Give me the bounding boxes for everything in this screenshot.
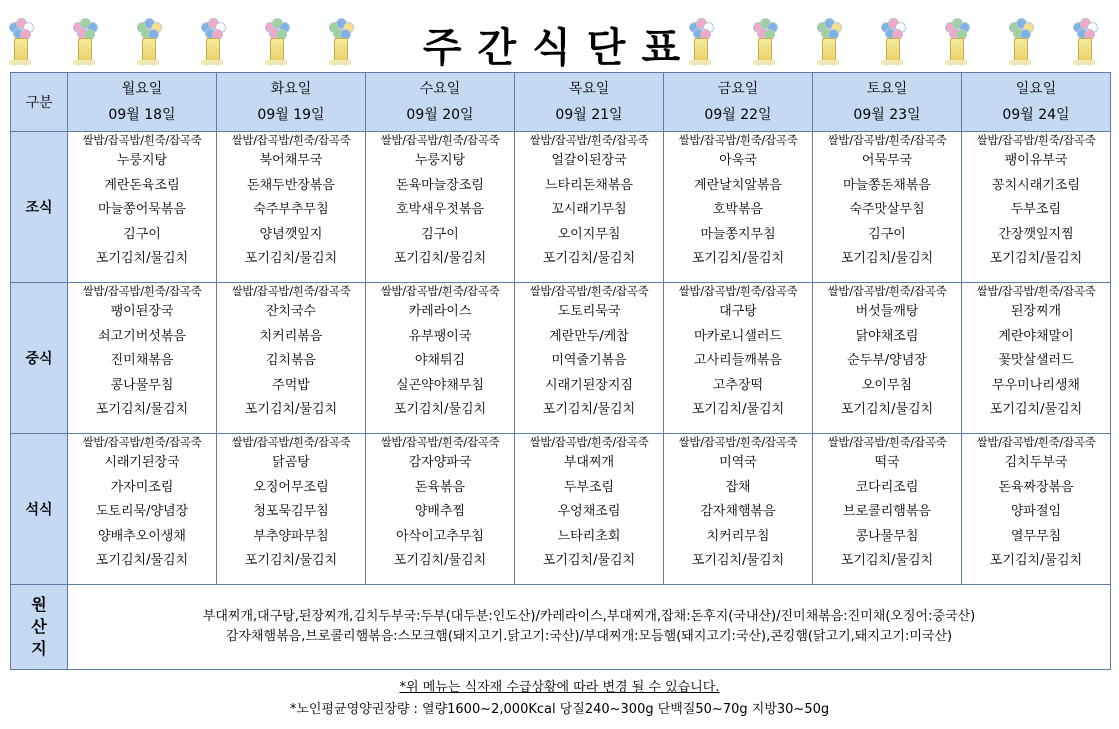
menu-item: 닭곰탕 xyxy=(272,455,310,470)
menu-cell xyxy=(813,132,962,283)
staple-line: 쌀밥/잡곡밥/흰죽/잡곡죽 xyxy=(976,284,1096,298)
menu-item: 미역줄기볶음 xyxy=(551,353,627,369)
day-header-row xyxy=(11,73,1111,132)
weekday-label: 일요일 xyxy=(1015,81,1057,97)
origin-label-char: 지 xyxy=(31,639,47,658)
menu-item: 주먹밥 xyxy=(272,377,310,393)
menu-cell xyxy=(217,132,366,283)
menu-item: 콩나물무침 xyxy=(855,528,919,544)
menu-item: 된장찌개 xyxy=(1010,304,1062,319)
staple-line: 쌀밥/잡곡밥/흰죽/잡곡죽 xyxy=(529,435,649,449)
menu-item: 호박새우젓볶음 xyxy=(396,202,484,218)
day-header-6 xyxy=(813,73,962,132)
menu-item: 마카로니샐러드 xyxy=(694,328,782,344)
menu-item: 김치볶음 xyxy=(265,353,317,369)
origin-label-char: 원 xyxy=(31,595,47,614)
weekday-label: 금요일 xyxy=(717,81,759,97)
menu-cell xyxy=(366,132,515,283)
staple-line: 쌀밥/잡곡밥/흰죽/잡곡죽 xyxy=(82,435,202,449)
menu-item: 김구이 xyxy=(421,226,459,242)
menu-item: 포기김치/물김치 xyxy=(542,553,636,569)
menu-item: 꼬시래기무침 xyxy=(551,202,627,218)
staple-line: 쌀밥/잡곡밥/흰죽/잡곡죽 xyxy=(380,133,500,147)
menu-item: 양념깻잎지 xyxy=(259,226,323,242)
menu-item: 오이무침 xyxy=(861,377,913,393)
menu-item: 포기김치/물김치 xyxy=(691,553,785,569)
staple-line: 쌀밥/잡곡밥/흰죽/잡곡죽 xyxy=(380,284,500,298)
menu-item: 대구탕 xyxy=(719,304,757,319)
menu-item: 열무무침 xyxy=(1010,528,1062,544)
menu-item: 브로콜리햄볶음 xyxy=(843,504,931,520)
menu-item: 부추양파무침 xyxy=(253,528,329,544)
day-header-3 xyxy=(366,73,515,132)
date-label: 09월 20일 xyxy=(406,107,474,123)
menu-item: 마늘쫑돈채볶음 xyxy=(843,177,931,193)
menu-item: 양배추오이생채 xyxy=(98,528,186,544)
menu-cell xyxy=(366,434,515,585)
menu-item: 순두부/양념장 xyxy=(847,353,927,369)
menu-item: 부대찌개 xyxy=(563,455,615,470)
menu-item: 양배추찜 xyxy=(414,504,466,520)
menu-item: 포기김치/물김치 xyxy=(691,251,785,267)
menu-item: 북어채무국 xyxy=(259,153,323,168)
menu-item: 포기김치/물김치 xyxy=(95,251,189,267)
menu-item: 마늘쫑어묵볶음 xyxy=(98,202,186,218)
menu-item: 오이지무침 xyxy=(557,226,621,242)
menu-cell xyxy=(962,283,1111,434)
menu-cell xyxy=(366,283,515,434)
menu-item: 김치두부국 xyxy=(1004,455,1068,470)
staple-line: 쌀밥/잡곡밥/흰죽/잡곡죽 xyxy=(827,435,947,449)
origin-text xyxy=(68,585,1111,670)
menu-cell xyxy=(515,283,664,434)
menu-item: 감자채햄볶음 xyxy=(700,504,776,520)
day-header-1 xyxy=(68,73,217,132)
staple-line: 쌀밥/잡곡밥/흰죽/잡곡죽 xyxy=(231,284,351,298)
menu-item: 잔치국수 xyxy=(265,304,317,319)
weekday-label: 토요일 xyxy=(866,81,908,97)
staple-line: 쌀밥/잡곡밥/흰죽/잡곡죽 xyxy=(827,284,947,298)
weekly-menu-table xyxy=(10,72,1111,670)
menu-cell xyxy=(664,283,813,434)
menu-item: 느타리초회 xyxy=(557,528,621,544)
page-title: 주간식단표 xyxy=(422,25,697,71)
menu-item: 팽이된장국 xyxy=(110,304,174,319)
staple-line: 쌀밥/잡곡밥/흰죽/잡곡죽 xyxy=(529,133,649,147)
staple-line: 쌀밥/잡곡밥/흰죽/잡곡죽 xyxy=(976,435,1096,449)
staple-line: 쌀밥/잡곡밥/흰죽/잡곡죽 xyxy=(529,284,649,298)
staple-line: 쌀밥/잡곡밥/흰죽/잡곡죽 xyxy=(380,435,500,449)
staple-line: 쌀밥/잡곡밥/흰죽/잡곡죽 xyxy=(82,133,202,147)
menu-cell xyxy=(813,434,962,585)
menu-item: 무우미나리생채 xyxy=(992,377,1080,393)
menu-item: 계란야채말이 xyxy=(998,328,1074,344)
header xyxy=(0,0,1119,72)
meal-label: 중식 xyxy=(11,283,68,434)
corner-label: 구분 xyxy=(11,73,68,132)
meal-label: 조식 xyxy=(11,132,68,283)
weekday-label: 화요일 xyxy=(270,81,312,97)
menu-item: 포기김치/물김치 xyxy=(244,251,338,267)
menu-item: 도토리묵국 xyxy=(557,304,621,319)
staple-line: 쌀밥/잡곡밥/흰죽/잡곡죽 xyxy=(976,133,1096,147)
menu-item: 가자미조림 xyxy=(110,479,174,495)
menu-item: 돈육짜장볶음 xyxy=(998,479,1074,495)
menu-item: 숙주부추무침 xyxy=(253,202,329,218)
menu-item: 마늘쫑지무침 xyxy=(700,226,776,242)
menu-item: 닭야채조림 xyxy=(855,328,919,344)
staple-line: 쌀밥/잡곡밥/흰죽/잡곡죽 xyxy=(678,133,798,147)
staple-line: 쌀밥/잡곡밥/흰죽/잡곡죽 xyxy=(678,284,798,298)
menu-item: 누룽지탕 xyxy=(116,153,168,168)
menu-item: 포기김치/물김치 xyxy=(542,251,636,267)
menu-item: 고사리들깨볶음 xyxy=(694,353,782,369)
menu-cell xyxy=(962,132,1111,283)
menu-item: 아욱국 xyxy=(719,153,757,168)
menu-item: 계란돈육조림 xyxy=(104,177,180,193)
menu-item: 오징어무조림 xyxy=(253,479,329,495)
menu-cell xyxy=(68,283,217,434)
date-label: 09월 21일 xyxy=(555,107,623,123)
menu-item: 도토리묵/양념장 xyxy=(95,504,189,520)
menu-item: 포기김치/물김치 xyxy=(393,251,487,267)
origin-label-char: 산 xyxy=(31,617,47,636)
staple-line: 쌀밥/잡곡밥/흰죽/잡곡죽 xyxy=(231,435,351,449)
menu-item: 버섯들깨탕 xyxy=(855,304,919,319)
origin-line-1: 부대찌개,대구탕,된장찌개,김치두부국:두부(대두분:인도산)/카레라이스,부대찌개,잡채:돈후지(국내산)/진미채볶음:진미채(오징어:중국산) xyxy=(202,609,976,624)
weekday-label: 수요일 xyxy=(419,81,461,97)
meal-row xyxy=(11,132,1111,283)
menu-item: 포기김치/물김치 xyxy=(393,402,487,418)
menu-item: 간장깻잎지찜 xyxy=(998,226,1074,242)
origin-label-cell xyxy=(11,585,68,670)
meal-rows xyxy=(11,132,1111,585)
staple-line: 쌀밥/잡곡밥/흰죽/잡곡죽 xyxy=(82,284,202,298)
menu-item: 포기김치/물김치 xyxy=(95,553,189,569)
weekday-label: 월요일 xyxy=(121,81,163,97)
menu-item: 포기김치/물김치 xyxy=(244,402,338,418)
menu-item: 잡채 xyxy=(725,479,751,495)
menu-item: 고추장떡 xyxy=(712,377,764,393)
staple-line: 쌀밥/잡곡밥/흰죽/잡곡죽 xyxy=(678,435,798,449)
menu-item: 돈채두반장볶음 xyxy=(247,177,335,193)
change-notice: *위 메뉴는 식자재 수급상황에 따라 변경 될 수 있습니다. xyxy=(399,680,720,695)
menu-item: 야채튀김 xyxy=(414,353,466,369)
menu-item: 두부조림 xyxy=(1010,202,1062,218)
menu-item: 시래기된장국 xyxy=(104,455,180,470)
menu-item: 시래기된장지짐 xyxy=(545,377,633,393)
menu-item: 카레라이스 xyxy=(408,304,472,319)
menu-cell xyxy=(962,434,1111,585)
menu-cell xyxy=(217,434,366,585)
menu-item: 포기김치/물김치 xyxy=(691,402,785,418)
menu-item: 돈육볶음 xyxy=(414,479,466,495)
weekday-label: 목요일 xyxy=(568,81,610,97)
origin-row xyxy=(11,585,1111,670)
menu-item: 아삭이고추무침 xyxy=(396,528,484,544)
date-label: 09월 19일 xyxy=(257,107,325,123)
menu-item: 콩나물무침 xyxy=(110,377,174,393)
menu-item: 포기김치/물김치 xyxy=(989,553,1083,569)
menu-item: 계란만두/케찹 xyxy=(549,328,629,344)
menu-cell xyxy=(68,434,217,585)
menu-item: 김구이 xyxy=(123,226,161,242)
menu-item: 유부팽이국 xyxy=(408,328,472,344)
menu-cell xyxy=(68,132,217,283)
menu-cell xyxy=(664,434,813,585)
menu-item: 포기김치/물김치 xyxy=(542,402,636,418)
menu-item: 어묵무국 xyxy=(861,153,913,168)
menu-item: 미역국 xyxy=(719,455,757,470)
menu-item: 청포묵김무침 xyxy=(253,504,329,520)
menu-item: 얼갈이된장국 xyxy=(551,153,627,168)
day-header-7 xyxy=(962,73,1111,132)
staple-line: 쌀밥/잡곡밥/흰죽/잡곡죽 xyxy=(231,133,351,147)
menu-item: 숙주맛살무침 xyxy=(849,202,925,218)
menu-item: 치커리볶음 xyxy=(259,328,323,344)
meal-label: 석식 xyxy=(11,434,68,585)
menu-item: 포기김치/물김치 xyxy=(840,402,934,418)
menu-item: 떡국 xyxy=(874,455,900,470)
menu-item: 포기김치/물김치 xyxy=(989,251,1083,267)
menu-cell xyxy=(813,283,962,434)
day-header-4 xyxy=(515,73,664,132)
menu-item: 포기김치/물김치 xyxy=(393,553,487,569)
menu-item: 치커리무침 xyxy=(706,528,770,544)
menu-item: 포기김치/물김치 xyxy=(840,553,934,569)
menu-item: 코다리조림 xyxy=(855,479,919,495)
menu-cell xyxy=(664,132,813,283)
date-label: 09월 22일 xyxy=(704,107,772,123)
menu-item: 팽이유부국 xyxy=(1004,153,1068,168)
menu-item: 우엉채조림 xyxy=(557,504,621,520)
menu-cell xyxy=(515,132,664,283)
menu-item: 돈육마늘장조림 xyxy=(396,177,484,193)
menu-item: 두부조림 xyxy=(563,479,615,495)
menu-item: 느타리돈채볶음 xyxy=(545,177,633,193)
origin-line-2: 감자채햄볶음,브로콜리햄볶음:스모크햄(돼지고기.닭고기:국산)/부대찌개:모듬햄(돼지고기:국산),콘킹햄(닭고기,돼지고기:미국산) xyxy=(225,629,953,644)
menu-item: 포기김치/물김치 xyxy=(244,553,338,569)
menu-item: 계란날치알볶음 xyxy=(694,177,782,193)
date-label: 09월 18일 xyxy=(108,107,176,123)
menu-item: 감자양파국 xyxy=(408,455,472,470)
menu-cell xyxy=(515,434,664,585)
menu-item: 쇠고기버섯볶음 xyxy=(98,328,186,344)
day-header-2 xyxy=(217,73,366,132)
menu-item: 포기김치/물김치 xyxy=(989,402,1083,418)
menu-cell xyxy=(217,283,366,434)
staple-line: 쌀밥/잡곡밥/흰죽/잡곡죽 xyxy=(827,133,947,147)
date-label: 09월 23일 xyxy=(853,107,921,123)
menu-item: 꽁치시래기조림 xyxy=(992,177,1080,193)
menu-item: 누룽지탕 xyxy=(414,153,466,168)
menu-item: 호박볶음 xyxy=(712,202,764,218)
meal-row xyxy=(11,283,1111,434)
nutrition-note: *노인평균영양권장량 : 열량1600~2,000Kcal 당질240~300g 단백질50~70g 지방30~50g xyxy=(289,702,830,717)
menu-item: 진미채볶음 xyxy=(110,353,174,369)
menu-item: 실곤약야채무침 xyxy=(396,377,484,393)
menu-item: 포기김치/물김치 xyxy=(840,251,934,267)
origin-label xyxy=(11,594,67,660)
day-header-5 xyxy=(664,73,813,132)
menu-item: 김구이 xyxy=(868,226,906,242)
meal-row xyxy=(11,434,1111,585)
menu-item: 포기김치/물김치 xyxy=(95,402,189,418)
menu-item: 양파절임 xyxy=(1010,504,1062,520)
menu-item: 꽃맛살샐러드 xyxy=(998,353,1074,369)
date-label: 09월 24일 xyxy=(1002,107,1070,123)
